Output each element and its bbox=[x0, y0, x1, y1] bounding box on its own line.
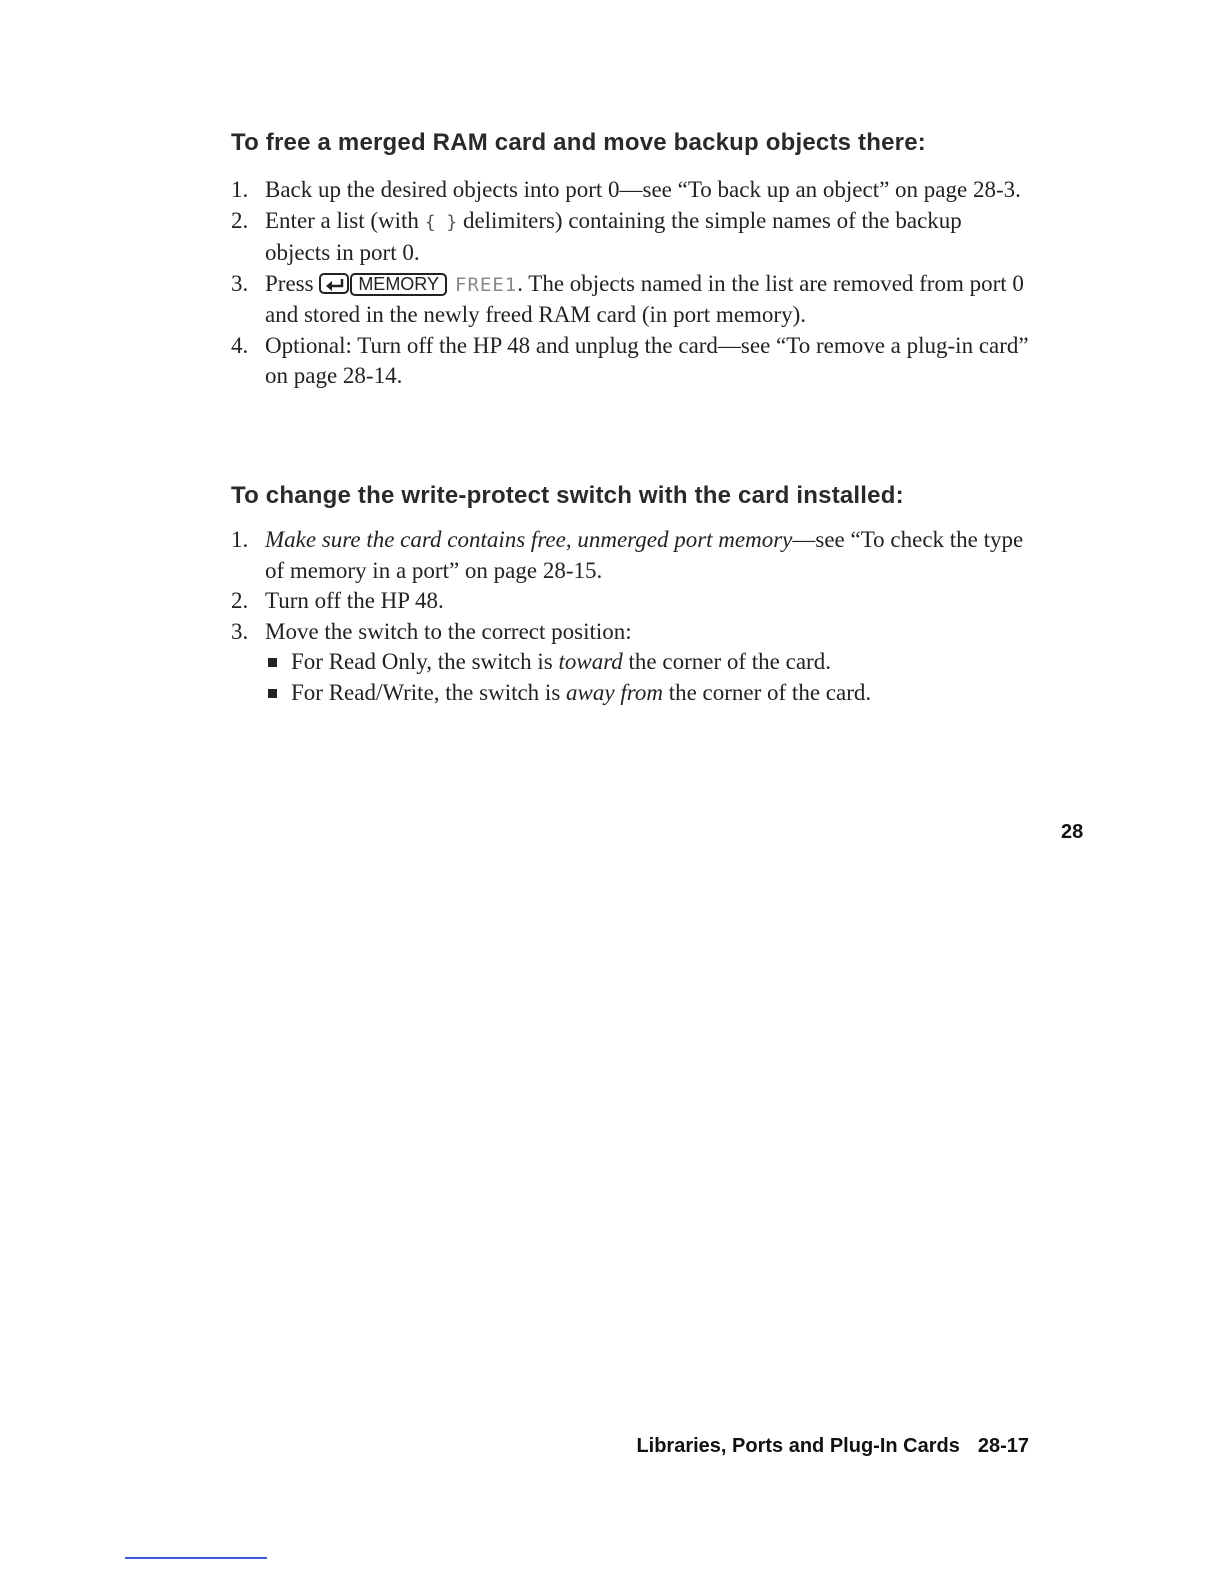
list-item bbox=[231, 617, 1031, 709]
step-number: 4. bbox=[231, 332, 249, 358]
step-number: 3. bbox=[231, 618, 249, 644]
bullet-emphasis: away from bbox=[566, 679, 663, 705]
step-number: 1. bbox=[231, 527, 249, 552]
step-text: Optional: Turn off the HP 48 and unplug the card—see “To remove a plug-in card” on page 28-14. bbox=[265, 332, 1029, 388]
square-bullet-icon bbox=[268, 689, 277, 698]
bottom-rule bbox=[125, 1557, 267, 1559]
left-shift-key bbox=[319, 273, 349, 294]
step-text: . The objects named in the list are removed from port 0 and stored in the newly freed RAM card (in port memory). bbox=[265, 270, 1024, 327]
step-number: 2. bbox=[231, 207, 249, 233]
bullet-text: the corner of the card. bbox=[668, 679, 872, 705]
step-text: delimiters) containing the simple names of the backup objects in port 0. bbox=[265, 207, 962, 265]
step-number: 1. bbox=[231, 177, 249, 202]
memory-key: MEMORY bbox=[350, 273, 447, 296]
step-number: 2. bbox=[231, 588, 249, 613]
step-text: Turn off the HP 48. bbox=[265, 588, 444, 613]
step-text: Back up the desired objects into port 0—see “To back up an object” on page 28-3. bbox=[265, 177, 1021, 202]
chapter-tab-number: 28 bbox=[1061, 821, 1084, 843]
step-text: Move the switch to the correct position: bbox=[265, 618, 632, 644]
bullet-text: the corner of the card. bbox=[628, 649, 831, 674]
list-item bbox=[231, 525, 1031, 586]
step-text: Enter a list (with bbox=[265, 207, 419, 233]
list-item bbox=[231, 331, 1031, 392]
square-bullet-icon bbox=[268, 658, 277, 667]
bullet-item bbox=[265, 678, 1031, 709]
step-text: Press bbox=[265, 270, 314, 296]
free1-softkey: FREE1 bbox=[455, 273, 518, 296]
list-item bbox=[231, 269, 1031, 331]
page-footer bbox=[636, 1435, 1029, 1458]
footer-title: Libraries, Ports and Plug-In Cards bbox=[636, 1435, 960, 1457]
list-item bbox=[231, 586, 1031, 617]
list-item bbox=[231, 206, 1031, 269]
bullet-list bbox=[265, 647, 1031, 708]
step-emphasis: Make sure the card contains free, unmerged port memory bbox=[265, 527, 793, 552]
bullet-text: For Read/Write, the switch is bbox=[291, 679, 561, 705]
list-delimiters: { } bbox=[424, 211, 458, 233]
left-shift-arrow-icon bbox=[324, 277, 346, 291]
section-heading-free-ram-card: To free a merged RAM card and move backup objects there: bbox=[231, 129, 926, 156]
bullet-emphasis: toward bbox=[558, 649, 623, 674]
bullet-text: For Read Only, the switch is bbox=[291, 649, 553, 674]
step-number: 3. bbox=[231, 270, 249, 296]
page-number: 28-17 bbox=[977, 1435, 1029, 1457]
steps-list-write-protect bbox=[231, 525, 1031, 708]
list-item bbox=[231, 175, 1031, 206]
steps-list-free-ram-card bbox=[231, 175, 1031, 392]
bullet-item bbox=[265, 647, 1031, 678]
step-text: —see “To check the type of memory in a port” on page 28-15. bbox=[265, 527, 1024, 583]
section-heading-write-protect: To change the write-protect switch with the card installed: bbox=[231, 482, 904, 509]
